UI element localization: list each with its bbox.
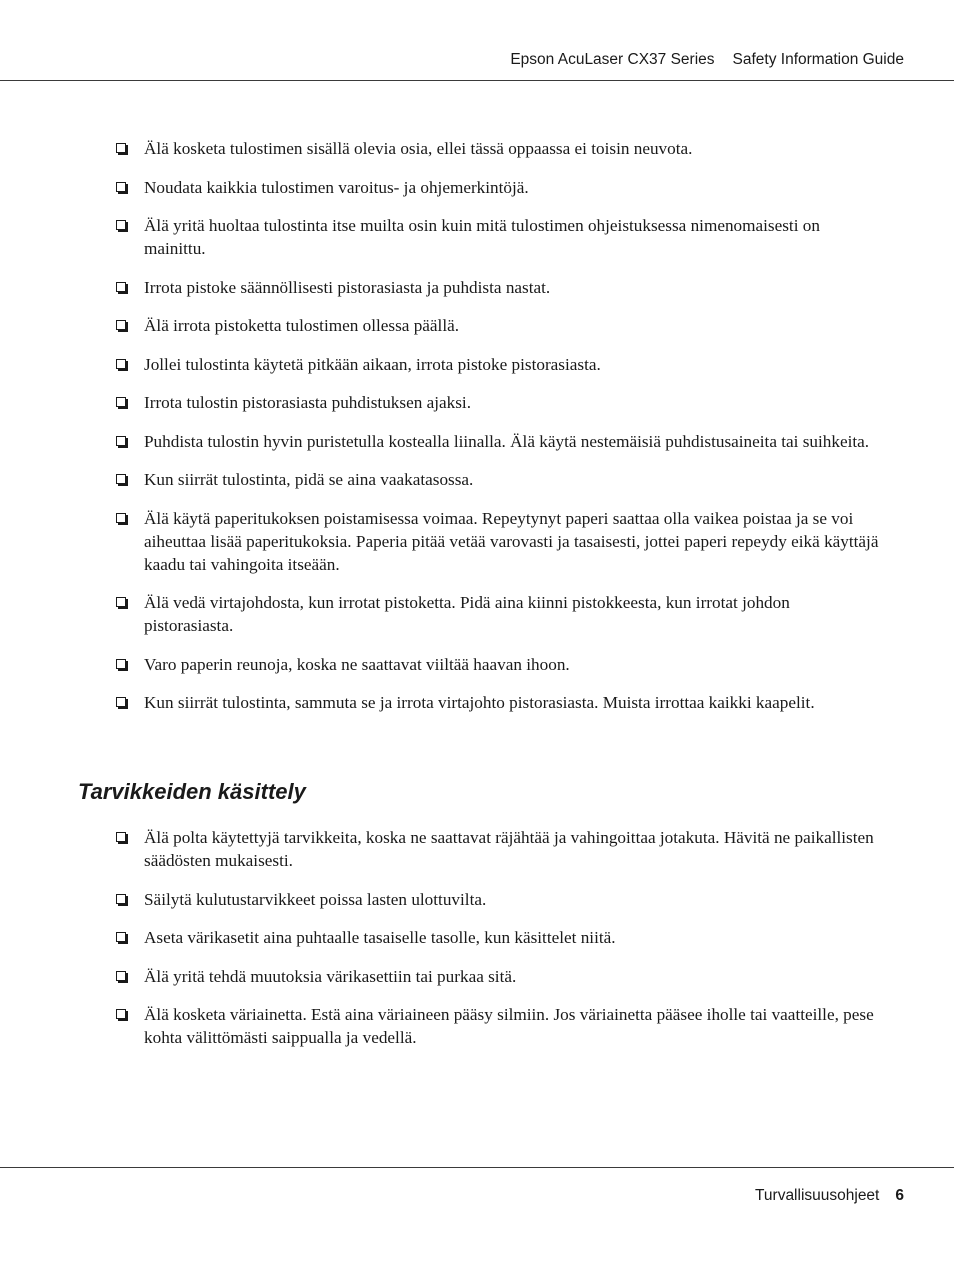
- header-text: [510, 51, 904, 69]
- list-item-text: Älä polta käytettyjä tarvikkeita, koska ne saattavat räjähtää ja vahingoittaa jotakuta. Hävitä ne paikallisten säädösten mukaisesti.: [144, 828, 874, 870]
- checkbox-bullet-icon: [116, 659, 126, 669]
- checkbox-bullet-icon: [116, 474, 126, 484]
- list-item: [116, 507, 880, 576]
- list-item-text: Varo paperin reunoja, koska ne saattavat viiltää haavan ihoon.: [144, 654, 570, 674]
- list-item: [116, 137, 880, 160]
- page-footer-rule: [0, 1167, 954, 1169]
- supplies-list: [116, 826, 880, 1065]
- list-item-text: Älä kosketa väriainetta. Estä aina väriaineen pääsy silmiin. Jos väriainetta pääsee iholle tai vaatteille, pese kohta välittömästi saippualla ja vedellä.: [144, 1005, 874, 1047]
- page-header: [0, 0, 954, 81]
- list-item-text: Älä vedä virtajohdosta, kun irrotat pistoketta. Pidä aina kiinni pistokkeesta, kun irrotat johdon pistorasiasta.: [144, 593, 790, 635]
- checkbox-bullet-icon: [116, 513, 126, 523]
- checkbox-bullet-icon: [116, 832, 126, 842]
- footer-section: Turvallisuusohjeet: [755, 1187, 880, 1204]
- list-item-text: Noudata kaikkia tulostimen varoitus- ja ohjemerkintöjä.: [144, 177, 529, 197]
- list-item-text: Säilytä kulutustarvikkeet poissa lasten ulottuvilta.: [144, 889, 487, 909]
- page-number: 6: [895, 1187, 904, 1204]
- checkbox-bullet-icon: [116, 436, 126, 446]
- list-item: [116, 353, 880, 376]
- checkbox-bullet-icon: [116, 359, 126, 369]
- list-item-text: Älä yritä tehdä muutoksia värikasettiin tai purkaa sitä.: [144, 966, 517, 986]
- list-item: [116, 888, 880, 911]
- list-item: [116, 176, 880, 199]
- checkbox-bullet-icon: [116, 397, 126, 407]
- list-item: [116, 926, 880, 949]
- list-item-text: Jollei tulostinta käytetä pitkään aikaan, irrota pistoke pistorasiasta.: [144, 354, 601, 374]
- list-item: [116, 391, 880, 414]
- checkbox-bullet-icon: [116, 143, 126, 153]
- list-item: [116, 314, 880, 337]
- list-item-text: Aseta värikasetit aina puhtaalle tasaiselle tasolle, kun käsittelet niitä.: [144, 928, 616, 947]
- list-item: [116, 276, 880, 299]
- header-guide: Safety Information Guide: [732, 51, 904, 68]
- header-product: Epson AcuLaser CX37 Series: [510, 51, 715, 68]
- checkbox-bullet-icon: [116, 597, 126, 607]
- checkbox-bullet-icon: [116, 1009, 126, 1019]
- list-item: [116, 468, 880, 491]
- list-item: [116, 214, 880, 260]
- list-item: [116, 430, 880, 453]
- list-item-text: Älä irrota pistoketta tulostimen ollessa päällä.: [144, 316, 460, 335]
- checkbox-bullet-icon: [116, 182, 126, 192]
- list-item: [116, 591, 880, 637]
- list-item: [116, 1003, 880, 1049]
- list-item-text: Irrota pistoke säännöllisesti pistorasiasta ja puhdista nastat.: [144, 277, 551, 297]
- list-item: [116, 826, 880, 872]
- list-item-text: Irrota tulostin pistorasiasta puhdistuksen ajaksi.: [144, 393, 471, 412]
- list-item-text: Älä yritä huoltaa tulostinta itse muilta osin kuin mitä tulostimen ohjeistuksessa nimenomaisesti on mainittu.: [144, 216, 820, 258]
- list-item: [116, 965, 880, 988]
- checkbox-bullet-icon: [116, 282, 126, 292]
- list-item: [116, 691, 880, 714]
- list-item: [116, 653, 880, 676]
- checkbox-bullet-icon: [116, 971, 126, 981]
- checkbox-bullet-icon: [116, 894, 126, 904]
- section-title: Tarvikkeiden käsittely: [78, 779, 306, 804]
- checkbox-bullet-icon: [116, 320, 126, 330]
- list-item-text: Kun siirrät tulostinta, pidä se aina vaakatasossa.: [144, 470, 474, 489]
- list-item-text: Älä käytä paperitukoksen poistamisessa voimaa. Repeytynyt paperi saattaa olla vaikea poistaa ja se voi aiheuttaa lisää paperitukoksia. Paperia pitää vetää varovasti ja tasaisesti, jottei paperi repeydy eikä käyttäjä kaadu tai vahingoita itseään.: [144, 508, 879, 574]
- list-item-text: Puhdista tulostin hyvin puristetulla kostealla liinalla. Älä käytä nestemäisiä puhdistusaineita tai suihkeita.: [144, 431, 870, 451]
- page-footer: [755, 1187, 904, 1205]
- checkbox-bullet-icon: [116, 932, 126, 942]
- checkbox-bullet-icon: [116, 697, 126, 707]
- checkbox-bullet-icon: [116, 220, 126, 230]
- list-item-text: Älä kosketa tulostimen sisällä olevia osia, ellei tässä oppaassa ei toisin neuvota.: [144, 139, 693, 158]
- list-item-text: Kun siirrät tulostinta, sammuta se ja irrota virtajohto pistorasiasta. Muista irrottaa kaikki kaapelit.: [144, 693, 815, 712]
- safety-list: [116, 137, 880, 730]
